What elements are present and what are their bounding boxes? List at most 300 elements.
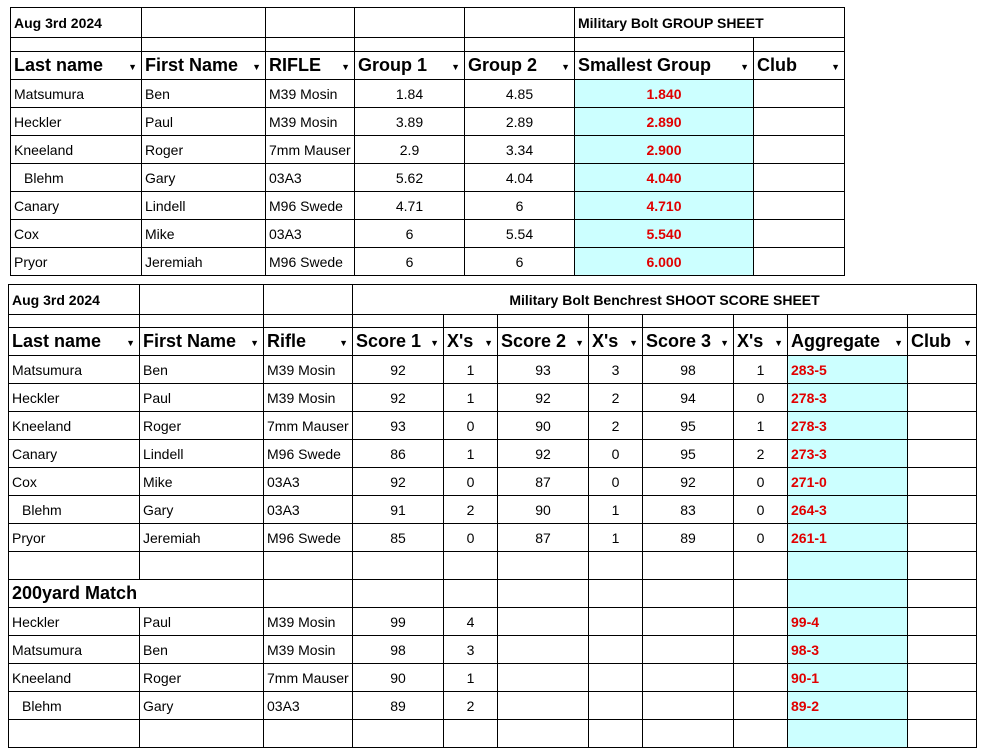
x2-cell[interactable]: 2: [589, 412, 643, 440]
empty-cell[interactable]: [444, 720, 498, 748]
empty-cell[interactable]: [498, 720, 589, 748]
filter-arrow-icon[interactable]: ▼: [894, 338, 903, 348]
club-cell[interactable]: [908, 608, 977, 636]
empty-cell[interactable]: [734, 636, 788, 664]
empty-cell[interactable]: [140, 552, 264, 580]
rifle-cell[interactable]: M39 Mosin: [264, 608, 353, 636]
group1-cell[interactable]: 6: [355, 220, 465, 248]
last-name-cell[interactable]: Matsumura: [11, 80, 142, 108]
last-name-cell[interactable]: Cox: [9, 468, 140, 496]
empty-cell[interactable]: [734, 608, 788, 636]
column-header[interactable]: [589, 328, 643, 356]
empty-cell[interactable]: [264, 720, 353, 748]
empty-cell[interactable]: [589, 315, 643, 328]
x2-cell[interactable]: 1: [589, 496, 643, 524]
empty-cell[interactable]: [355, 38, 465, 52]
first-name-cell[interactable]: Gary: [140, 496, 264, 524]
column-header[interactable]: [353, 328, 444, 356]
filter-arrow-icon[interactable]: ▼: [484, 338, 493, 348]
empty-cell[interactable]: [643, 664, 734, 692]
smallest-group-cell[interactable]: 4.040: [575, 164, 754, 192]
club-cell[interactable]: [754, 248, 845, 276]
empty-cell[interactable]: [589, 636, 643, 664]
filter-arrow-icon[interactable]: ▼: [126, 338, 135, 348]
rifle-cell[interactable]: M39 Mosin: [264, 384, 353, 412]
club-cell[interactable]: [754, 192, 845, 220]
table-row: [11, 80, 845, 108]
rifle-cell[interactable]: 7mm Mauser: [266, 136, 355, 164]
empty-cell[interactable]: [734, 720, 788, 748]
empty-cell[interactable]: [9, 720, 140, 748]
club-cell[interactable]: [908, 636, 977, 664]
aggregate-cell[interactable]: 264-3: [788, 496, 908, 524]
x3-cell[interactable]: 0: [734, 384, 788, 412]
empty-cell[interactable]: [643, 636, 734, 664]
rifle-cell[interactable]: 03A3: [266, 164, 355, 192]
empty-cell[interactable]: [908, 552, 977, 580]
column-header[interactable]: [444, 328, 498, 356]
first-name-cell[interactable]: Ben: [140, 356, 264, 384]
last-name-cell[interactable]: Cox: [11, 220, 142, 248]
filter-arrow-icon[interactable]: ▼: [252, 62, 261, 72]
empty-cell[interactable]: [498, 552, 589, 580]
x1-cell[interactable]: 2: [444, 496, 498, 524]
empty-cell[interactable]: [142, 38, 266, 52]
aggregate-cell[interactable]: 261-1: [788, 524, 908, 552]
column-header-label: First Name: [145, 55, 239, 75]
x3-cell[interactable]: 0: [734, 524, 788, 552]
empty-cell[interactable]: [264, 285, 353, 315]
first-name-cell[interactable]: Roger: [142, 136, 266, 164]
empty-cell[interactable]: [140, 285, 264, 315]
first-name-cell[interactable]: Ben: [142, 80, 266, 108]
filter-arrow-icon[interactable]: ▼: [963, 338, 973, 348]
score1-cell[interactable]: 90: [353, 664, 444, 692]
filter-arrow-icon[interactable]: ▼: [561, 62, 570, 72]
empty-cell[interactable]: [498, 608, 589, 636]
first-name-cell[interactable]: Paul: [142, 108, 266, 136]
smallest-group-cell[interactable]: 4.710: [575, 192, 754, 220]
club-cell[interactable]: [908, 524, 977, 552]
column-header-label: Score 3: [646, 331, 712, 351]
rifle-cell[interactable]: M96 Swede: [264, 524, 353, 552]
column-header[interactable]: [9, 328, 140, 356]
empty-cell[interactable]: [142, 8, 266, 38]
column-header[interactable]: [754, 52, 845, 80]
x1-cell[interactable]: 4: [444, 608, 498, 636]
group2-cell[interactable]: 2.89: [465, 108, 575, 136]
rifle-cell[interactable]: 03A3: [264, 496, 353, 524]
column-header-label: Score 2: [501, 331, 567, 351]
aggregate-cell[interactable]: 98-3: [788, 636, 908, 664]
column-header[interactable]: [498, 328, 589, 356]
x1-cell[interactable]: 1: [444, 664, 498, 692]
group2-cell[interactable]: 6: [465, 248, 575, 276]
aggregate-cell[interactable]: 283-5: [788, 356, 908, 384]
empty-cell[interactable]: [734, 552, 788, 580]
rifle-cell[interactable]: M39 Mosin: [264, 356, 353, 384]
score2-cell[interactable]: 92: [498, 440, 589, 468]
column-header-label: Group 1: [358, 55, 428, 75]
group1-cell[interactable]: 6: [355, 248, 465, 276]
empty-cell[interactable]: [589, 720, 643, 748]
score2-cell[interactable]: 87: [498, 524, 589, 552]
score2-cell[interactable]: 90: [498, 496, 589, 524]
score2-cell[interactable]: 92: [498, 384, 589, 412]
filter-arrow-icon[interactable]: ▼: [740, 62, 749, 72]
x2-cell[interactable]: 0: [589, 440, 643, 468]
club-cell[interactable]: [908, 468, 977, 496]
group-sheet-table: [10, 7, 845, 276]
empty-cell[interactable]: [788, 720, 908, 748]
rifle-cell[interactable]: 03A3: [266, 220, 355, 248]
group2-cell[interactable]: 6: [465, 192, 575, 220]
empty-cell[interactable]: [754, 38, 845, 52]
empty-cell[interactable]: [355, 8, 465, 38]
x3-cell[interactable]: 0: [734, 468, 788, 496]
rifle-cell[interactable]: M96 Swede: [266, 192, 355, 220]
rifle-cell[interactable]: 7mm Mauser: [264, 664, 353, 692]
aggregate-cell[interactable]: 278-3: [788, 384, 908, 412]
first-name-cell[interactable]: Gary: [140, 692, 264, 720]
group1-cell[interactable]: 2.9: [355, 136, 465, 164]
score1-cell[interactable]: 91: [353, 496, 444, 524]
empty-cell[interactable]: [589, 664, 643, 692]
score-spacer-row: [9, 315, 977, 328]
club-cell[interactable]: [908, 356, 977, 384]
smallest-group-cell[interactable]: 5.540: [575, 220, 754, 248]
empty-cell[interactable]: [788, 580, 908, 608]
filter-arrow-icon[interactable]: ▼: [451, 62, 460, 72]
group1-cell[interactable]: 5.62: [355, 164, 465, 192]
score-sheet-title[interactable]: Military Bolt Benchrest SHOOT SCORE SHEET: [353, 285, 977, 315]
empty-cell[interactable]: [589, 552, 643, 580]
club-cell[interactable]: [908, 440, 977, 468]
table-row: [9, 496, 977, 524]
table-row: [9, 412, 977, 440]
empty-cell[interactable]: [266, 8, 355, 38]
last-name-cell[interactable]: Heckler: [11, 108, 142, 136]
empty-cell[interactable]: [444, 552, 498, 580]
smallest-group-cell[interactable]: 2.890: [575, 108, 754, 136]
score1-cell[interactable]: 86: [353, 440, 444, 468]
score1-cell[interactable]: 99: [353, 608, 444, 636]
table-row: [9, 664, 977, 692]
column-header[interactable]: [11, 52, 142, 80]
first-name-cell[interactable]: Gary: [142, 164, 266, 192]
score1-cell[interactable]: 92: [353, 384, 444, 412]
column-header[interactable]: [734, 328, 788, 356]
x1-cell[interactable]: 1: [444, 356, 498, 384]
table-row: [11, 248, 845, 276]
x3-cell[interactable]: 1: [734, 412, 788, 440]
last-name-cell[interactable]: Matsumura: [9, 636, 140, 664]
filter-arrow-icon[interactable]: ▼: [831, 62, 841, 72]
rifle-cell[interactable]: M96 Swede: [266, 248, 355, 276]
aggregate-cell[interactable]: 278-3: [788, 412, 908, 440]
score1-cell[interactable]: 98: [353, 636, 444, 664]
first-name-cell[interactable]: Ben: [140, 636, 264, 664]
column-header-label: Rifle: [267, 331, 307, 351]
empty-cell[interactable]: [498, 580, 589, 608]
empty-cell[interactable]: [734, 315, 788, 328]
empty-cell[interactable]: [140, 315, 264, 328]
filter-arrow-icon[interactable]: ▼: [629, 338, 638, 348]
column-header[interactable]: [355, 52, 465, 80]
x1-cell[interactable]: 0: [444, 524, 498, 552]
column-header[interactable]: [575, 52, 754, 80]
rifle-cell[interactable]: M39 Mosin: [266, 108, 355, 136]
group1-cell[interactable]: 1.84: [355, 80, 465, 108]
empty-cell[interactable]: [788, 315, 908, 328]
empty-cell[interactable]: [264, 315, 353, 328]
empty-cell[interactable]: [9, 552, 140, 580]
empty-cell[interactable]: [734, 664, 788, 692]
filter-arrow-icon[interactable]: ▼: [128, 62, 137, 72]
last-name-cell[interactable]: Blehm: [9, 496, 140, 524]
empty-cell[interactable]: [498, 315, 589, 328]
x3-cell[interactable]: 2: [734, 440, 788, 468]
filter-arrow-icon[interactable]: ▼: [720, 338, 729, 348]
x1-cell[interactable]: 1: [444, 384, 498, 412]
empty-cell[interactable]: [444, 315, 498, 328]
group2-cell[interactable]: 4.04: [465, 164, 575, 192]
score3-cell[interactable]: 94: [643, 384, 734, 412]
filter-arrow-icon[interactable]: ▼: [341, 62, 350, 72]
aggregate-cell[interactable]: 90-1: [788, 664, 908, 692]
aggregate-cell[interactable]: 89-2: [788, 692, 908, 720]
empty-cell[interactable]: [643, 552, 734, 580]
last-name-cell[interactable]: Heckler: [9, 384, 140, 412]
table-row: [9, 692, 977, 720]
empty-cell[interactable]: [353, 315, 444, 328]
last-name-cell[interactable]: Heckler: [9, 608, 140, 636]
group2-cell[interactable]: 5.54: [465, 220, 575, 248]
last-name-cell[interactable]: Blehm: [11, 164, 142, 192]
empty-cell[interactable]: [734, 692, 788, 720]
table-row: [9, 440, 977, 468]
empty-cell[interactable]: [266, 38, 355, 52]
first-name-cell[interactable]: Roger: [140, 664, 264, 692]
empty-cell[interactable]: [908, 720, 977, 748]
empty-cell[interactable]: [908, 580, 977, 608]
club-cell[interactable]: [754, 164, 845, 192]
empty-cell[interactable]: [444, 580, 498, 608]
empty-cell[interactable]: [9, 315, 140, 328]
table-row: [11, 220, 845, 248]
group1-cell[interactable]: 4.71: [355, 192, 465, 220]
rifle-cell[interactable]: 03A3: [264, 468, 353, 496]
club-cell[interactable]: [754, 220, 845, 248]
first-name-cell[interactable]: Mike: [140, 468, 264, 496]
score-sheet-table: [8, 284, 977, 748]
last-name-cell[interactable]: Canary: [11, 192, 142, 220]
table-row: [11, 164, 845, 192]
x3-cell[interactable]: 0: [734, 496, 788, 524]
column-header[interactable]: [908, 328, 977, 356]
filter-arrow-icon[interactable]: ▼: [430, 338, 439, 348]
filter-arrow-icon[interactable]: ▼: [575, 338, 584, 348]
empty-cell[interactable]: [589, 580, 643, 608]
club-cell[interactable]: [754, 80, 845, 108]
score1-cell[interactable]: 85: [353, 524, 444, 552]
table-row: [11, 108, 845, 136]
rifle-cell[interactable]: 7mm Mauser: [264, 412, 353, 440]
score2-cell[interactable]: 93: [498, 356, 589, 384]
last-name-cell[interactable]: Blehm: [9, 692, 140, 720]
score3-cell[interactable]: 98: [643, 356, 734, 384]
column-header-label: Club: [911, 331, 951, 351]
empty-cell[interactable]: [353, 552, 444, 580]
group2-cell[interactable]: 4.85: [465, 80, 575, 108]
empty-cell[interactable]: [643, 315, 734, 328]
first-name-cell[interactable]: Lindell: [142, 192, 266, 220]
x2-cell[interactable]: 1: [589, 524, 643, 552]
column-header[interactable]: [643, 328, 734, 356]
aggregate-cell[interactable]: 273-3: [788, 440, 908, 468]
club-cell[interactable]: [908, 664, 977, 692]
score3-cell[interactable]: 95: [643, 440, 734, 468]
rifle-cell[interactable]: M39 Mosin: [264, 636, 353, 664]
column-header-label: Last name: [14, 55, 104, 75]
empty-cell[interactable]: [908, 315, 977, 328]
first-name-cell[interactable]: Lindell: [140, 440, 264, 468]
empty-cell[interactable]: [498, 692, 589, 720]
x1-cell[interactable]: 3: [444, 636, 498, 664]
club-cell[interactable]: [908, 412, 977, 440]
column-header[interactable]: [140, 328, 264, 356]
column-header[interactable]: [788, 328, 908, 356]
aggregate-cell[interactable]: 271-0: [788, 468, 908, 496]
last-name-cell[interactable]: Kneeland: [11, 136, 142, 164]
empty-cell[interactable]: [11, 38, 142, 52]
smallest-group-cell[interactable]: 2.900: [575, 136, 754, 164]
last-name-cell[interactable]: Canary: [9, 440, 140, 468]
table-row: [9, 524, 977, 552]
empty-cell[interactable]: [643, 692, 734, 720]
column-header[interactable]: [465, 52, 575, 80]
score-body: [9, 356, 977, 748]
empty-cell[interactable]: [788, 552, 908, 580]
score3-cell[interactable]: 92: [643, 468, 734, 496]
club-cell[interactable]: [908, 384, 977, 412]
group-sheet-title[interactable]: Military Bolt GROUP SHEET: [575, 8, 845, 38]
x2-cell[interactable]: 3: [589, 356, 643, 384]
group-date[interactable]: Aug 3rd 2024: [11, 8, 142, 38]
empty-cell[interactable]: [264, 580, 353, 608]
last-name-cell[interactable]: Matsumura: [9, 356, 140, 384]
smallest-group-cell[interactable]: 6.000: [575, 248, 754, 276]
club-cell[interactable]: [908, 692, 977, 720]
first-name-cell[interactable]: Jeremiah: [142, 248, 266, 276]
score1-cell[interactable]: 92: [353, 468, 444, 496]
filter-arrow-icon[interactable]: ▼: [774, 338, 783, 348]
club-cell[interactable]: [754, 136, 845, 164]
last-name-cell[interactable]: Pryor: [9, 524, 140, 552]
column-header-label: X's: [592, 331, 619, 351]
column-header[interactable]: [142, 52, 266, 80]
empty-cell[interactable]: [264, 552, 353, 580]
empty-cell[interactable]: [643, 608, 734, 636]
group2-cell[interactable]: 3.34: [465, 136, 575, 164]
group-spacer-row: [11, 38, 845, 52]
x1-cell[interactable]: 0: [444, 412, 498, 440]
last-name-cell[interactable]: Pryor: [11, 248, 142, 276]
score-date[interactable]: Aug 3rd 2024: [9, 285, 140, 315]
score2-cell[interactable]: 90: [498, 412, 589, 440]
column-header-label: Club: [757, 55, 797, 75]
rifle-cell[interactable]: M39 Mosin: [266, 80, 355, 108]
x1-cell[interactable]: 1: [444, 440, 498, 468]
first-name-cell[interactable]: Jeremiah: [140, 524, 264, 552]
x2-cell[interactable]: 2: [589, 384, 643, 412]
table-row: [9, 608, 977, 636]
column-header-label: Score 1: [356, 331, 422, 351]
filter-arrow-icon[interactable]: ▼: [339, 338, 348, 348]
blank-row: [9, 552, 977, 580]
score-header-row: [9, 328, 977, 356]
empty-cell[interactable]: [353, 720, 444, 748]
table-row: [9, 636, 977, 664]
aggregate-cell[interactable]: 99-4: [788, 608, 908, 636]
score3-cell[interactable]: 83: [643, 496, 734, 524]
x2-cell[interactable]: 0: [589, 468, 643, 496]
empty-cell[interactable]: [734, 580, 788, 608]
smallest-group-cell[interactable]: 1.840: [575, 80, 754, 108]
score1-cell[interactable]: 93: [353, 412, 444, 440]
first-name-cell[interactable]: Paul: [140, 384, 264, 412]
empty-cell[interactable]: [643, 720, 734, 748]
last-name-cell[interactable]: Kneeland: [9, 412, 140, 440]
column-header[interactable]: [264, 328, 353, 356]
first-name-cell[interactable]: Roger: [140, 412, 264, 440]
empty-cell[interactable]: [589, 692, 643, 720]
club-cell[interactable]: [754, 108, 845, 136]
score2-cell[interactable]: 87: [498, 468, 589, 496]
empty-cell[interactable]: [465, 38, 575, 52]
score3-cell[interactable]: 95: [643, 412, 734, 440]
empty-cell[interactable]: [353, 580, 444, 608]
empty-cell[interactable]: [465, 8, 575, 38]
score3-cell[interactable]: 89: [643, 524, 734, 552]
x1-cell[interactable]: 2: [444, 692, 498, 720]
table-row: [9, 384, 977, 412]
empty-cell[interactable]: [498, 636, 589, 664]
match-200-label[interactable]: 200yard Match: [9, 580, 264, 608]
group1-cell[interactable]: 3.89: [355, 108, 465, 136]
club-cell[interactable]: [908, 496, 977, 524]
empty-cell[interactable]: [140, 720, 264, 748]
column-header-label: X's: [447, 331, 474, 351]
column-header[interactable]: [266, 52, 355, 80]
x3-cell[interactable]: 1: [734, 356, 788, 384]
x1-cell[interactable]: 0: [444, 468, 498, 496]
filter-arrow-icon[interactable]: ▼: [250, 338, 259, 348]
first-name-cell[interactable]: Mike: [142, 220, 266, 248]
last-name-cell[interactable]: Kneeland: [9, 664, 140, 692]
empty-cell[interactable]: [589, 608, 643, 636]
column-header-label: Smallest Group: [578, 55, 712, 75]
empty-cell[interactable]: [498, 664, 589, 692]
score1-cell[interactable]: 89: [353, 692, 444, 720]
rifle-cell[interactable]: 03A3: [264, 692, 353, 720]
table-row: [11, 192, 845, 220]
empty-cell[interactable]: [643, 580, 734, 608]
rifle-cell[interactable]: M96 Swede: [264, 440, 353, 468]
first-name-cell[interactable]: Paul: [140, 608, 264, 636]
score1-cell[interactable]: 92: [353, 356, 444, 384]
empty-cell[interactable]: [575, 38, 754, 52]
